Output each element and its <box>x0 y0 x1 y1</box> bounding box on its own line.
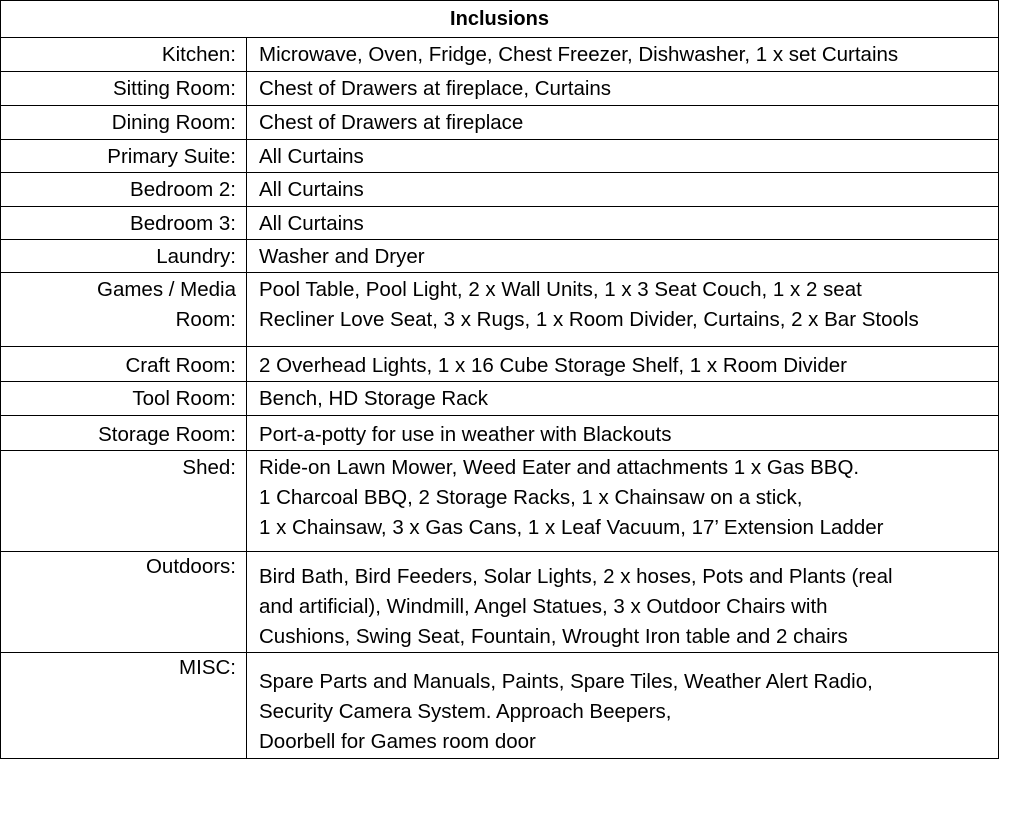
items-cell <box>247 173 999 207</box>
table-row <box>1 72 999 106</box>
room-label <box>1 106 247 140</box>
items-cell <box>247 72 999 106</box>
table-row <box>1 140 999 173</box>
room-label <box>1 140 247 173</box>
room-label-line: Craft Room: <box>125 354 236 377</box>
item-line: Ride-on Lawn Mower, Weed Eater and attachments 1 x Gas BBQ. <box>259 456 860 479</box>
room-label <box>1 382 247 416</box>
item-line: Chest of Drawers at fireplace, Curtains <box>259 77 612 100</box>
items-cell <box>247 451 999 552</box>
item-line: 2 Overhead Lights, 1 x 16 Cube Storage Shelf, 1 x Room Divider <box>259 354 847 377</box>
items-cell <box>247 240 999 273</box>
item-line: Microwave, Oven, Fridge, Chest Freezer, Dishwasher, 1 x set Curtains <box>259 43 899 66</box>
room-label-line: Outdoors: <box>145 555 236 578</box>
room-label-line: Tool Room: <box>132 387 236 410</box>
item-line: Bench, HD Storage Rack <box>259 387 489 410</box>
item-line: Port-a-potty for use in weather with Blackouts <box>259 423 672 446</box>
table-row <box>1 173 999 207</box>
items-cell <box>247 273 999 347</box>
room-label-line: Storage Room: <box>98 423 236 446</box>
room-label-line: Laundry: <box>156 245 236 268</box>
item-line: Recliner Love Seat, 3 x Rugs, 1 x Room Divider, Curtains, 2 x Bar Stools <box>259 308 919 331</box>
room-label <box>1 72 247 106</box>
table-row <box>1 416 999 451</box>
room-label-line: Bedroom 3: <box>130 212 236 235</box>
item-line: Doorbell for Games room door <box>259 730 536 753</box>
table-row <box>1 207 999 240</box>
items-cell <box>247 416 999 451</box>
room-label <box>1 451 247 552</box>
room-label <box>1 173 247 207</box>
item-line: 1 x Chainsaw, 3 x Gas Cans, 1 x Leaf Vacuum, 17’ Extension Ladder <box>259 516 884 539</box>
room-label <box>1 416 247 451</box>
item-line: Bird Bath, Bird Feeders, Solar Lights, 2 x hoses, Pots and Plants (real <box>259 565 893 588</box>
room-label-line: Shed: <box>182 456 236 479</box>
items-cell <box>247 552 999 653</box>
room-label <box>1 240 247 273</box>
item-line: Security Camera System. Approach Beepers, <box>259 700 672 723</box>
table-row <box>1 347 999 382</box>
table-row <box>1 653 999 759</box>
table-row <box>1 240 999 273</box>
room-label-line: Kitchen: <box>161 43 236 66</box>
item-line: All Curtains <box>259 145 364 168</box>
table-title: Inclusions <box>1 1 999 38</box>
room-label-line: Sitting Room: <box>112 77 236 100</box>
room-label <box>1 207 247 240</box>
items-cell <box>247 653 999 759</box>
table-row <box>1 273 999 347</box>
room-label-line: MISC: <box>179 656 236 679</box>
room-label <box>1 552 247 653</box>
room-label <box>1 273 247 347</box>
item-line: Cushions, Swing Seat, Fountain, Wrought Iron table and 2 chairs <box>259 625 848 648</box>
items-cell <box>247 347 999 382</box>
room-label-line: Primary Suite: <box>107 145 236 168</box>
item-line: and artificial), Windmill, Angel Statues, 3 x Outdoor Chairs with <box>259 595 828 618</box>
table-row <box>1 106 999 140</box>
room-label <box>1 653 247 759</box>
items-cell <box>247 382 999 416</box>
title-row <box>1 1 999 38</box>
room-label-line: Games / Media <box>97 278 236 301</box>
room-label <box>1 347 247 382</box>
items-cell <box>247 207 999 240</box>
room-label <box>1 38 247 72</box>
items-cell <box>247 140 999 173</box>
room-label-line: Room: <box>175 308 236 331</box>
item-line: Spare Parts and Manuals, Paints, Spare Tiles, Weather Alert Radio, <box>259 670 873 693</box>
item-line: All Curtains <box>259 178 364 201</box>
table-row <box>1 38 999 72</box>
room-label-line: Dining Room: <box>111 111 236 134</box>
item-line: Chest of Drawers at fireplace <box>259 111 524 134</box>
items-cell <box>247 38 999 72</box>
table-row <box>1 382 999 416</box>
room-label-line: Bedroom 2: <box>130 178 236 201</box>
item-line: Pool Table, Pool Light, 2 x Wall Units, 1 x 3 Seat Couch, 1 x 2 seat <box>259 278 862 301</box>
item-line: All Curtains <box>259 212 364 235</box>
table-row <box>1 451 999 552</box>
item-line: Washer and Dryer <box>259 245 425 268</box>
item-line: 1 Charcoal BBQ, 2 Storage Racks, 1 x Chainsaw on a stick, <box>259 486 803 509</box>
items-cell <box>247 106 999 140</box>
table-row <box>1 552 999 653</box>
